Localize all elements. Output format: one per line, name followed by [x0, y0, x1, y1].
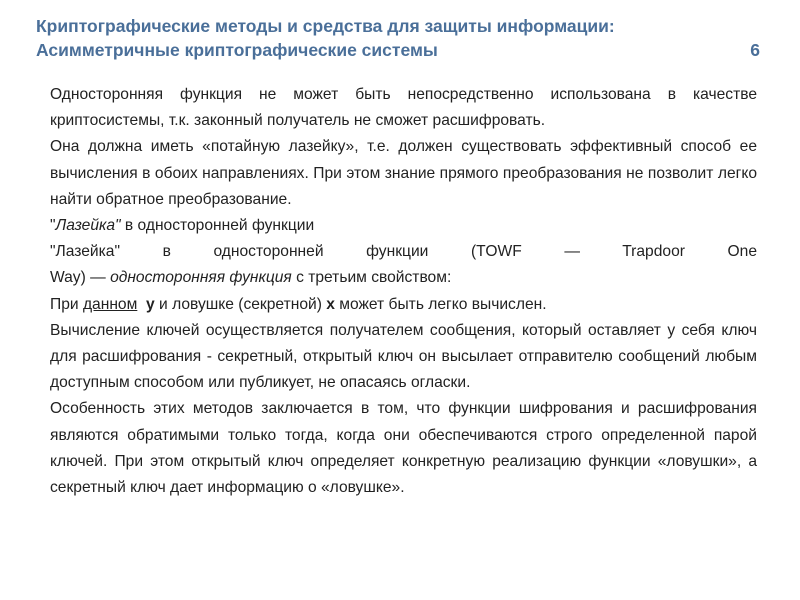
- given-underlined: данном: [82, 295, 138, 313]
- given-bold-x: х: [326, 295, 335, 313]
- given-t1: При: [50, 295, 83, 313]
- slide-body: [50, 82, 757, 501]
- paragraph-key-computation: Вычисление ключей осуществляется получателем сообщения, который оставляет у себя ключ для расшифрования - секретный, открытый ключ он высылает отправителю сообщений любым доступным способом или публикует, не опасаясь огласки.: [50, 321, 757, 392]
- paragraph-method-feature: Особенность этих методов заключается в том, что функции шифрования и расшифрования являются обратимыми только тогда, когда они обеспечиваются строго определенной парой ключей. При этом открытый ключ определяет конкретную реализацию функции «ловушки», а секретный ключ дает информацию о «ловушке».: [50, 400, 757, 497]
- header-title: Криптографические методы и средства для защиты информации:: [36, 16, 615, 36]
- trapdoor-heading-rest: в односторонней функции: [120, 217, 315, 235]
- towf-italic: односторонняя функция: [110, 269, 292, 287]
- slide-header: [36, 14, 760, 62]
- header-subtitle: Асимметричные криптографические системы: [36, 40, 438, 60]
- given-t4: может быть легко вычислен.: [334, 295, 547, 313]
- towf-prefix: Way) —: [50, 269, 111, 287]
- quote-open: ": [50, 217, 56, 235]
- page-number: 6: [750, 40, 760, 60]
- given-t2: [137, 296, 146, 313]
- paragraph-trapdoor-heading: [50, 213, 757, 239]
- towf-suffix: с третьим свойством:: [291, 269, 452, 287]
- header-line-1: [36, 14, 760, 38]
- paragraph-one-way-function: Односторонняя функция не может быть непосредственно использована в качестве криптосистемы, т.к. законный получатель не сможет расшифровать.: [50, 86, 757, 130]
- header-line-2: [36, 38, 760, 62]
- paragraph-towf: [50, 239, 757, 291]
- trapdoor-italic: Лазейка": [55, 217, 121, 235]
- paragraph-trapdoor: Она должна иметь «потайную лазейку», т.е. должен существовать эффективный способ ее вычисления в обоих направлениях. При этом знание прямого преобразования не позволит легко найти обратное преобразование.: [50, 138, 757, 208]
- paragraph-given-y: [50, 292, 757, 318]
- towf-line-2: [50, 265, 757, 291]
- towf-line-1: "Лазейка" в односторонней функции (TOWF — Trapdoor One: [50, 243, 757, 261]
- given-t3: и ловушке (секретной): [154, 295, 327, 313]
- given-bold-y: у: [146, 295, 155, 313]
